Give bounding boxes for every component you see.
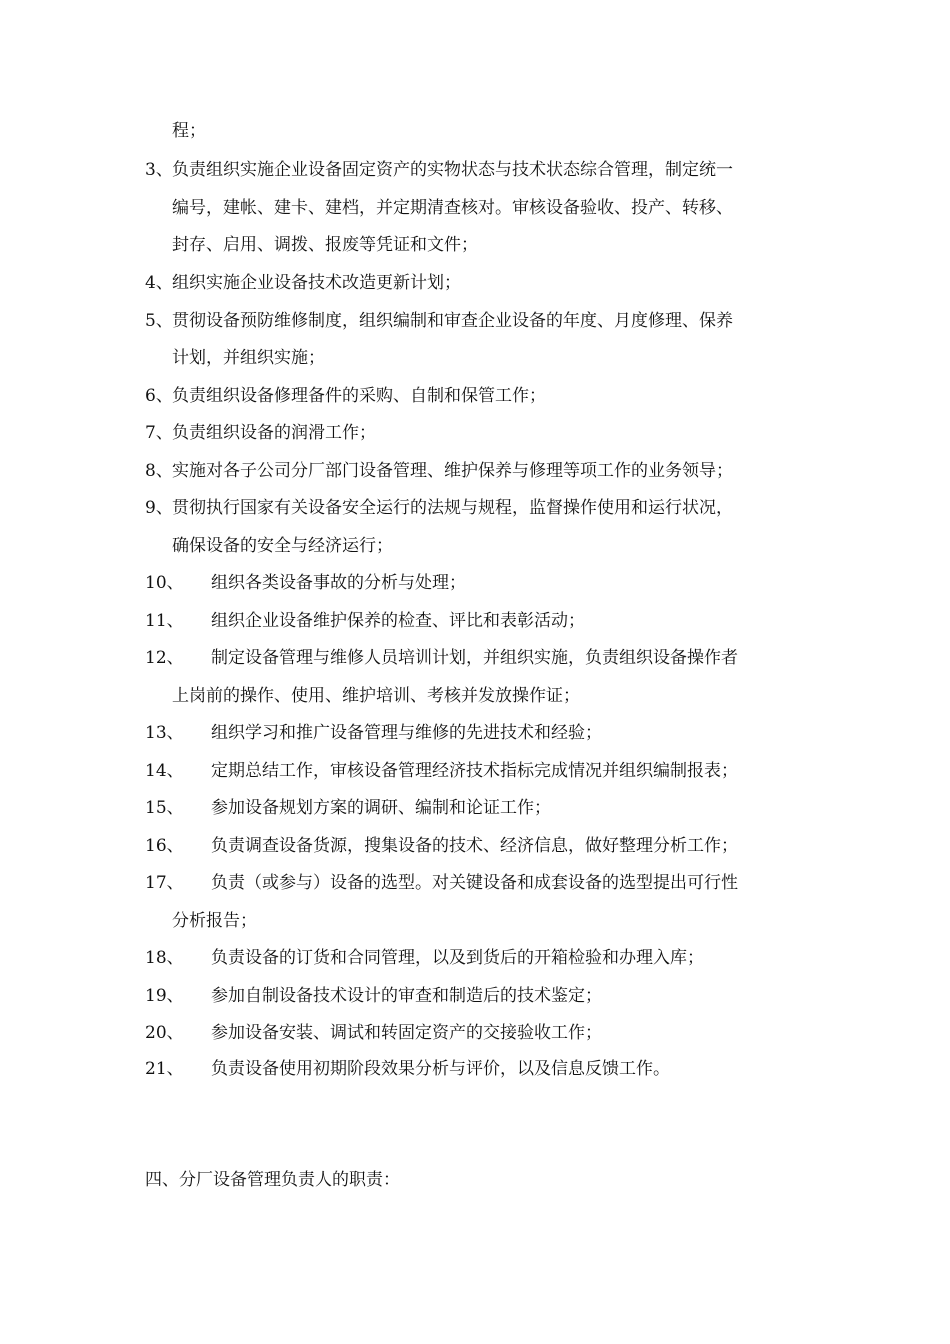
item-text: 组织各类设备事故的分析与处理； [211,573,466,593]
item-text: 组织实施企业设备技术改造更新计划； [172,273,461,293]
item-number: 6、 [145,386,173,406]
item-text: 组织企业设备维护保养的检查、评比和表彰活动； [211,611,585,631]
item-text: 参加设备规划方案的调研、编制和论证工作； [211,798,551,818]
item-number: 3、 [145,160,173,180]
item-text: 制定设备管理与维修人员培训计划，并组织实施，负责组织设备操作者 [211,648,738,668]
item-number: 10、 [145,573,184,593]
item-text: 负责（或参与）设备的选型。对关键设备和成套设备的选型提出可行性 [211,873,738,893]
item-text: 实施对各子公司分厂部门设备管理、维护保养与修理等项工作的业务领导； [172,461,733,481]
item-number: 20、 [145,1023,184,1043]
item-text: 确保设备的安全与经济运行； [172,536,393,556]
item-text: 参加自制设备技术设计的审查和制造后的技术鉴定； [211,986,602,1006]
item-number: 9、 [145,498,173,518]
item-text: 计划，并组织实施； [172,348,325,368]
item-text: 封存、启用、调拨、报废等凭证和文件； [172,235,478,255]
item-text: 定期总结工作，审核设备管理经济技术指标完成情况并组织编制报表； [211,761,738,781]
item-number: 8、 [145,461,173,481]
item-text: 分析报告； [172,911,257,931]
item-number: 17、 [145,873,184,893]
item-text: 贯彻执行国家有关设备安全运行的法规与规程，监督操作使用和运行状况， [172,498,733,518]
continuation-text: 程； [172,121,206,141]
item-text: 参加设备安装、调试和转固定资产的交接验收工作； [211,1023,602,1043]
item-text: 负责设备的订货和合同管理，以及到货后的开箱检验和办理入库； [211,948,704,968]
item-number: 21、 [145,1059,184,1079]
item-number: 18、 [145,948,184,968]
item-number: 4、 [145,273,173,293]
item-text: 负责设备使用初期阶段效果分析与评价，以及信息反馈工作。 [211,1059,670,1079]
item-number: 14、 [145,761,184,781]
item-number: 11、 [145,611,184,631]
item-text: 贯彻设备预防维修制度，组织编制和审查企业设备的年度、月度修理、保养 [172,311,733,331]
section-heading: 四、分厂设备管理负责人的职责： [145,1170,400,1190]
item-number: 13、 [145,723,184,743]
item-number: 15、 [145,798,184,818]
item-text: 上岗前的操作、使用、维护培训、考核并发放操作证； [172,686,580,706]
item-number: 12、 [145,648,184,668]
item-text: 编号，建帐、建卡、建档，并定期清查核对。审核设备验收、投产、转移、 [172,198,733,218]
item-number: 16、 [145,836,184,856]
item-number: 5、 [145,311,173,331]
item-number: 19、 [145,986,184,1006]
item-text: 负责组织设备修理备件的采购、自制和保管工作； [172,386,546,406]
item-text: 负责组织实施企业设备固定资产的实物状态与技术状态综合管理，制定统一 [172,160,733,180]
item-text: 负责组织设备的润滑工作； [172,423,376,443]
item-number: 7、 [145,423,173,443]
item-text: 组织学习和推广设备管理与维修的先进技术和经验； [211,723,602,743]
item-text: 负责调查设备货源，搜集设备的技术、经济信息，做好整理分析工作； [211,836,738,856]
